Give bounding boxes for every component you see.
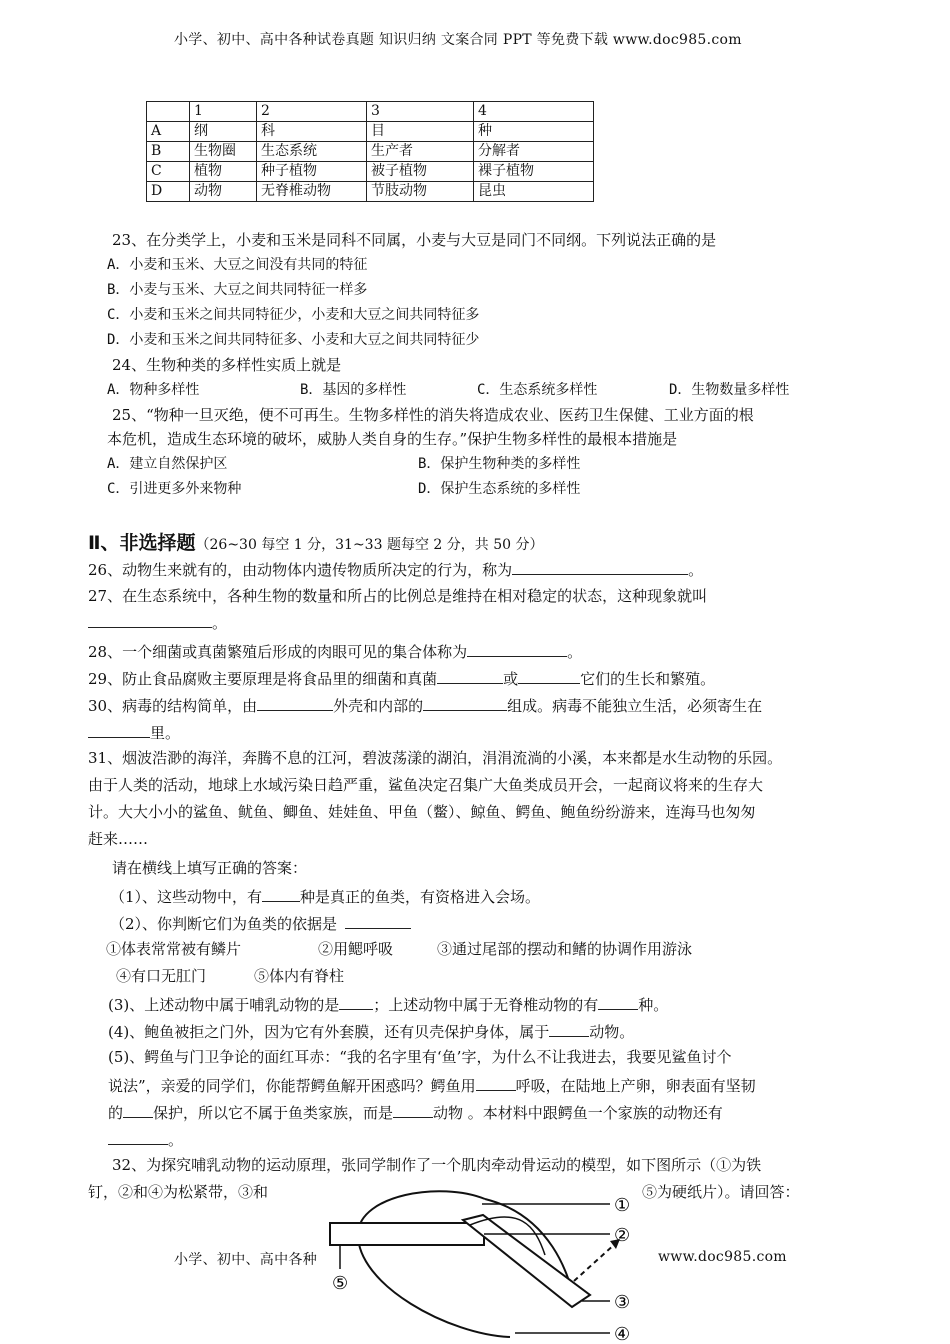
table-row (147, 182, 594, 202)
table-cell: 生态系统 (257, 142, 367, 162)
q31-line4: 赶来…… (88, 830, 149, 848)
table-cell: D (147, 182, 190, 202)
q23-option-a: A．小麦和玉米、大豆之间没有共同的特征 (107, 257, 368, 273)
upper-card (330, 1223, 484, 1245)
label-2: ② (614, 1225, 631, 1246)
q26-end: 。 (688, 561, 704, 579)
label-1: ① (614, 1195, 631, 1216)
table-cell: A (147, 122, 190, 142)
q31-opt2: ②用鳃呼吸 (318, 940, 394, 958)
q31-sub3-a: (3)、上述动物中属于哺乳动物的是 (108, 996, 340, 1014)
table-cell: 分解者 (474, 142, 594, 162)
table-cell: 节肢动物 (367, 182, 474, 202)
q23-option-d: D．小麦和玉米之间共同特征多、小麦和大豆之间共同特征少 (107, 332, 480, 348)
q25-option-c: C．引进更多外来物种 (107, 481, 242, 497)
q25-option-b: B．保护生物种类的多样性 (418, 456, 581, 472)
q31-instruction: 请在横线上填写正确的答案： (112, 859, 308, 877)
q25-line1: 25、“物种一旦灭绝，便不可再生。生物多样性的消失将造成农业、医药卫生保健、工业方面的根 (112, 406, 754, 424)
answer-blank[interactable] (423, 694, 507, 711)
q31-sub1-a: （1）、这些动物中，有 (110, 888, 263, 906)
q31-sub5-l2b: 呼吸，在陆地上产卵，卵表面有坚韧 (515, 1077, 756, 1095)
answer-blank[interactable] (467, 640, 567, 657)
answer-blank[interactable] (257, 694, 333, 711)
q24-stem: 24、生物种类的多样性实质上就是 (112, 356, 342, 374)
q24-option-c: C．生态系统多样性 (477, 382, 598, 398)
answer-blank[interactable] (512, 558, 688, 575)
table-cell: 动物 (190, 182, 257, 202)
classification-table (146, 101, 594, 202)
q32-line1: 32、为探究哺乳动物的运动原理，张同学制作了一个肌肉牵动骨运动的模型，如下图所示（①为铁 (112, 1156, 762, 1174)
q31-sub5-line3 (108, 1101, 723, 1123)
q23-option-c: C．小麦和玉米之间共同特征少，小麦和大豆之间共同特征多 (107, 307, 480, 323)
table-cell: 昆虫 (474, 182, 594, 202)
q23-stem: 23、在分类学上，小麦和玉米是同科不同属，小麦与大豆是同门不同纲。下列说法正确的是 (112, 231, 717, 249)
q31-sub1 (110, 885, 540, 907)
answer-blank[interactable] (437, 667, 503, 684)
answer-blank[interactable] (476, 1074, 516, 1091)
section-2-note: （26~30 每空 1 分，31~33 题每空 2 分，共 50 分） (195, 537, 544, 553)
footer-left: 小学、初中、高中各种 (174, 1252, 317, 1268)
q27-line2 (88, 611, 227, 633)
table-cell: 生物圈 (190, 142, 257, 162)
answer-blank[interactable] (345, 912, 411, 929)
answer-blank[interactable] (339, 993, 373, 1010)
label-3: ③ (614, 1292, 631, 1313)
q30-part3: 组成。病毒不能独立生活，必须寄生在 (507, 697, 763, 715)
q31-sub1-b: 种是真正的鱼类，有资格进入会场。 (300, 888, 541, 906)
q24-option-d: D．生物数量多样性 (669, 382, 790, 398)
q31-sub5-line2 (108, 1074, 756, 1096)
answer-blank[interactable] (518, 667, 580, 684)
table-row (147, 122, 594, 142)
table-cell (147, 102, 190, 122)
table-cell: 种子植物 (257, 162, 367, 182)
q25-option-a: A．建立自然保护区 (107, 456, 228, 472)
q31-sub5-l3a: 的 (108, 1104, 124, 1122)
answer-blank[interactable] (88, 721, 150, 738)
table-row (147, 142, 594, 162)
footer-right: www.doc985.com (658, 1249, 787, 1265)
q31-opt5: ⑤体内有脊柱 (254, 967, 345, 985)
table-cell: 纲 (190, 122, 257, 142)
q23-option-b: B．小麦与玉米、大豆之间共同特征一样多 (107, 282, 368, 298)
q31-options-row1 (106, 939, 241, 959)
table-cell: 1 (190, 102, 257, 122)
answer-blank[interactable] (549, 1020, 589, 1037)
q31-sub5-l2a: 说法”，亲爱的同学们，你能帮鳄鱼解开困惑吗？鳄鱼用 (108, 1077, 476, 1095)
q29-mid: 或 (503, 670, 519, 688)
table-cell: 2 (257, 102, 367, 122)
q29-end: 它们的生长和繁殖。 (580, 670, 716, 688)
q28-end: 。 (567, 643, 583, 661)
muscle-bone-model-diagram (320, 1185, 650, 1344)
q32-line2b: ⑤为硬纸片）。请回答： (642, 1183, 800, 1201)
q25-line2: 本危机，造成生态环境的破坏，威胁人类自身的生存。”保护生物多样性的最根本措施是 (107, 430, 678, 448)
table-row (147, 162, 594, 182)
q31-sub3 (108, 993, 668, 1015)
q31-opt4: ④有口无肛门 (116, 967, 207, 985)
q31-sub5-line4 (108, 1128, 183, 1150)
q24-option-b: B．基因的多样性 (300, 382, 407, 398)
q31-sub4-b: 动物。 (589, 1023, 635, 1041)
q26 (88, 558, 703, 580)
q31-sub4 (108, 1020, 634, 1042)
label-4: ④ (614, 1324, 631, 1344)
q30-part1: 30、病毒的结构简单，由 (88, 697, 258, 715)
q30-line2 (88, 721, 180, 743)
q30-end: 里。 (150, 724, 181, 742)
q31-opt3: ③通过尾部的摆动和鳍的协调作用游泳 (437, 940, 693, 958)
q32-line2a: 钉，②和④为松紧带，③和 (88, 1183, 269, 1201)
section-2-heading (88, 528, 543, 555)
table-cell: 3 (367, 102, 474, 122)
q31-sub5-line1: (5)、鳄鱼与门卫争论的面红耳赤：“我的名字里有‘鱼’字，为什么不让我进去，我要见鲨鱼讨个 (108, 1048, 732, 1066)
q25-option-d: D．保护生态系统的多样性 (418, 481, 581, 497)
table-header-row (147, 102, 594, 122)
table-cell: 植物 (190, 162, 257, 182)
q28 (88, 640, 582, 662)
q31-line2: 由于人类的活动，地球上水域污染日趋严重，鲨鱼决定召集广大鱼类成员开会，一起商议将来的生存大 (88, 776, 764, 794)
table-cell: 生产者 (367, 142, 474, 162)
table-cell: B (147, 142, 190, 162)
q31-sub3-c: 种。 (638, 996, 669, 1014)
table-cell: 种 (474, 122, 594, 142)
answer-blank[interactable] (123, 1101, 153, 1118)
q30-part2: 外壳和内部的 (333, 697, 424, 715)
q31-opt1: ①体表常常被有鳞片 (106, 940, 242, 958)
q29 (88, 667, 715, 689)
answer-blank[interactable] (262, 885, 300, 902)
q31-sub5-end: 。 (168, 1131, 184, 1149)
table-cell: C (147, 162, 190, 182)
q24-option-a: A．物种多样性 (107, 382, 200, 398)
q31-sub2-text: （2）、你判断它们为鱼类的依据是 (110, 915, 338, 933)
q31-sub5-l3c: 动物 。本材料中跟鳄鱼一个家族的动物还有 (433, 1104, 723, 1122)
answer-blank[interactable] (393, 1101, 433, 1118)
answer-blank[interactable] (108, 1128, 168, 1145)
q26-text: 26、动物生来就有的，由动物体内遗传物质所决定的行为，称为 (88, 561, 513, 579)
label-5: ⑤ (332, 1273, 349, 1294)
lower-card (463, 1215, 590, 1307)
q27-line1: 27、在生态系统中，各种生物的数量和所占的比例总是维持在相对稳定的状态，这种现象就叫 (88, 587, 708, 605)
table-cell: 科 (257, 122, 367, 142)
answer-blank[interactable] (598, 993, 638, 1010)
q31-sub2 (110, 912, 411, 934)
q31-sub3-b: ；上述动物中属于无脊椎动物的有 (373, 996, 599, 1014)
table-cell: 目 (367, 122, 474, 142)
q27-end: 。 (212, 614, 228, 632)
q30-line1 (88, 694, 762, 716)
table-cell: 被子植物 (367, 162, 474, 182)
q31-sub4-a: (4)、鲍鱼被拒之门外，因为它有外套膜，还有贝壳保护身体，属于 (108, 1023, 550, 1041)
table-cell: 无脊椎动物 (257, 182, 367, 202)
section-2-title: Ⅱ、非选择题 (88, 532, 196, 554)
q31-line1: 31、烟波浩渺的海洋，奔腾不息的江河，碧波荡漾的湖泊，涓涓流淌的小溪，本来都是水生动物的乐园。 (88, 749, 783, 767)
q28-text: 28、一个细菌或真菌繁殖后形成的肉眼可见的集合体称为 (88, 643, 468, 661)
q31-sub5-l3b: 保护，所以它不属于鱼类家族，而是 (153, 1104, 394, 1122)
answer-blank[interactable] (88, 611, 212, 628)
q31-line3: 计。大大小小的鲨鱼、鱿鱼、鲫鱼、娃娃鱼、甲鱼（鳖）、鲸鱼、鳄鱼、鲍鱼纷纷游来，连海马也匆匆 (88, 803, 756, 821)
table-cell: 4 (474, 102, 594, 122)
page-header: 小学、初中、高中各种试卷真题 知识归纳 文案合同 PPT 等免费下载 www.doc985.com (174, 32, 742, 48)
table-cell: 裸子植物 (474, 162, 594, 182)
q29-text: 29、防止食品腐败主要原理是将食品里的细菌和真菌 (88, 670, 438, 688)
